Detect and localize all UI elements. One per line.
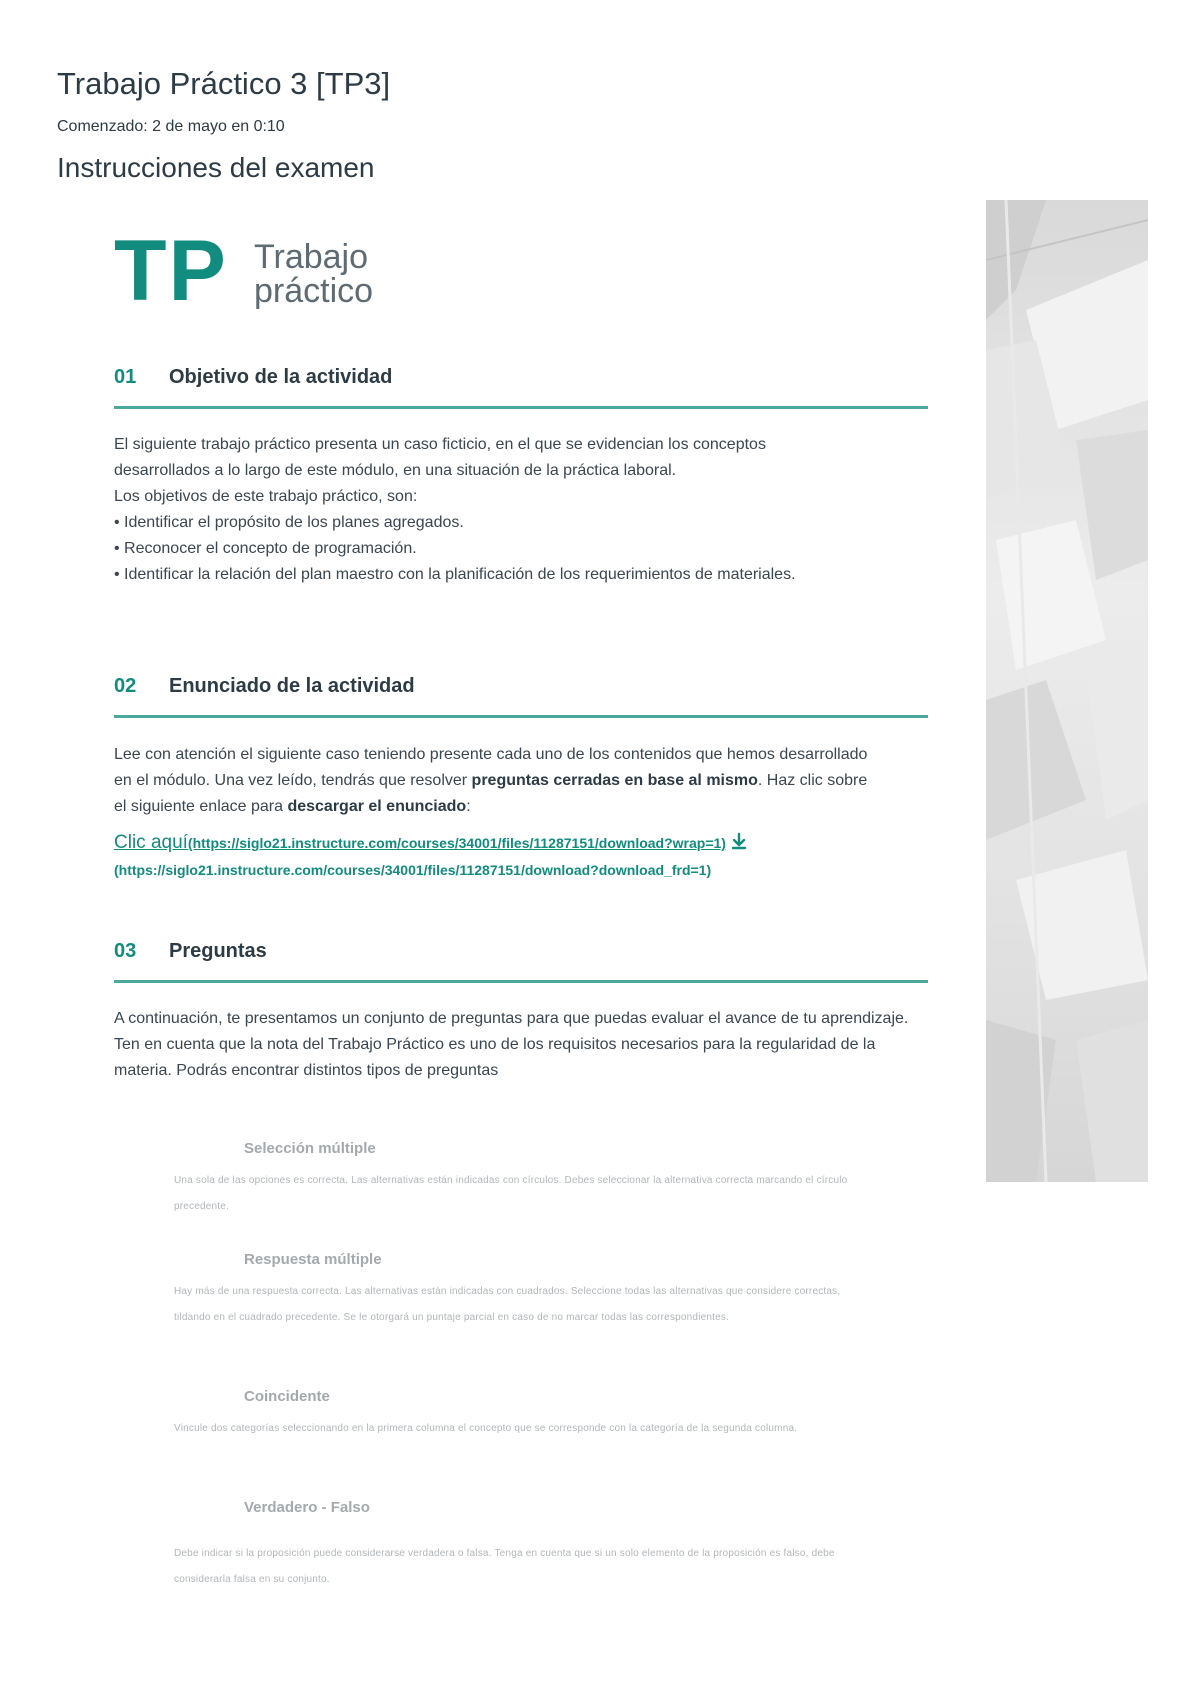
section-title: Objetivo de la actividad bbox=[169, 366, 393, 388]
download-url-link[interactable]: (https://siglo21.instructure.com/courses/34001/files/11287151/download?download_frd=1) bbox=[114, 862, 712, 878]
started-timestamp: Comenzado: 2 de mayo en 0:10 bbox=[57, 118, 285, 135]
statement-url-link[interactable]: (https://siglo21.instructure.com/courses/34001/files/11287151/download?wrap=1) bbox=[187, 835, 726, 851]
qtype-desc-multiple-choice: Una sola de las opciones es correcta. Las alternativas están indicadas con círculos. Debes seleccionar la alternativa correcta marcando el círculo precedente. bbox=[174, 1175, 848, 1212]
questions-intro: A continuación, te presentamos un conjunto de preguntas para que puedas evaluar el avance de tu aprendizaje. Ten en cuenta que la nota del Trabajo Práctico es uno de los requisitos necesarios para la regularidad de la materia. Podrás encontrar distintos tipos de preguntas bbox=[114, 1010, 909, 1079]
instructions-heading: Instrucciones del examen bbox=[57, 152, 375, 183]
section-title: Enunciado de la actividad bbox=[169, 675, 415, 697]
objective-line: El siguiente trabajo práctico presenta un caso ficticio, en el que se evidencian los conceptos bbox=[114, 436, 766, 453]
logo-word-practico: práctico bbox=[254, 272, 374, 310]
download-link-row bbox=[114, 832, 914, 855]
section-number: 03 bbox=[114, 940, 137, 962]
qtype-title-matching: Coincidente bbox=[244, 1388, 330, 1405]
download-icon[interactable] bbox=[730, 832, 748, 855]
statement-part: : bbox=[466, 798, 471, 815]
objective-line: Los objetivos de este trabajo práctico, son: bbox=[114, 488, 418, 505]
section-header-questions bbox=[114, 930, 928, 983]
section-number: 02 bbox=[114, 675, 137, 697]
statement-part: . Haz clic sobre el siguiente enlace para bbox=[114, 772, 868, 815]
objective-bullet: • Identificar la relación del plan maestro con la planificación de los requerimientos de materiales. bbox=[114, 566, 796, 583]
logo-word-trabajo: Trabajo bbox=[254, 238, 369, 276]
qtype-title-multiple-answer: Respuesta múltiple bbox=[244, 1251, 382, 1268]
objective-bullet: • Reconocer el concepto de programación. bbox=[114, 540, 417, 557]
section-number: 01 bbox=[114, 366, 137, 388]
qtype-desc-matching: Vincule dos categorías seleccionando en la primera columna el concepto que se corresponde con la categoría de la segunda columna. bbox=[174, 1423, 798, 1434]
statement-part: Lee con atención el siguiente caso teniendo presente cada uno de los contenidos que hemos desarrollado en el módulo. Una vez leído, tendrás que resolver bbox=[114, 746, 868, 789]
objective-line: desarrollados a lo largo de este módulo, en una situación de la práctica laboral. bbox=[114, 462, 677, 479]
section-header-objective bbox=[114, 356, 928, 409]
qtype-desc-multiple-answer: Hay más de una respuesta correcta. Las alternativas están indicadas con cuadrados. Seleccione todas las alternativas que considere correctas, tildando en el cuadrado precedente. Se le otorgará un puntaje parcial en caso de no marcar todas las correspondientes. bbox=[174, 1286, 841, 1323]
qtype-desc-true-false: Debe indicar si la proposición puede considerarse verdadera o falsa. Tenga en cuenta que si un solo elemento de la proposición es falso, debe considerarla falsa en su conjunto. bbox=[174, 1548, 835, 1585]
qtype-title-true-false: Verdadero - Falso bbox=[244, 1499, 370, 1516]
page-title: Trabajo Práctico 3 [TP3] bbox=[57, 66, 391, 101]
statement-bold: preguntas cerradas en base al mismo bbox=[471, 772, 758, 789]
objective-text bbox=[114, 432, 934, 588]
section-header-statement bbox=[114, 665, 928, 718]
qtype-title-multiple-choice: Selección múltiple bbox=[244, 1140, 376, 1157]
section-title: Preguntas bbox=[169, 940, 267, 962]
clic-aqui-link[interactable]: Clic aquí bbox=[114, 832, 188, 853]
statement-bold: descargar el enunciado bbox=[287, 798, 467, 815]
statement-text bbox=[114, 742, 884, 820]
objective-bullet: • Identificar el propósito de los planes agregados. bbox=[114, 514, 464, 531]
decorative-side-image bbox=[986, 200, 1148, 1182]
logo-initials: TP bbox=[114, 223, 228, 319]
